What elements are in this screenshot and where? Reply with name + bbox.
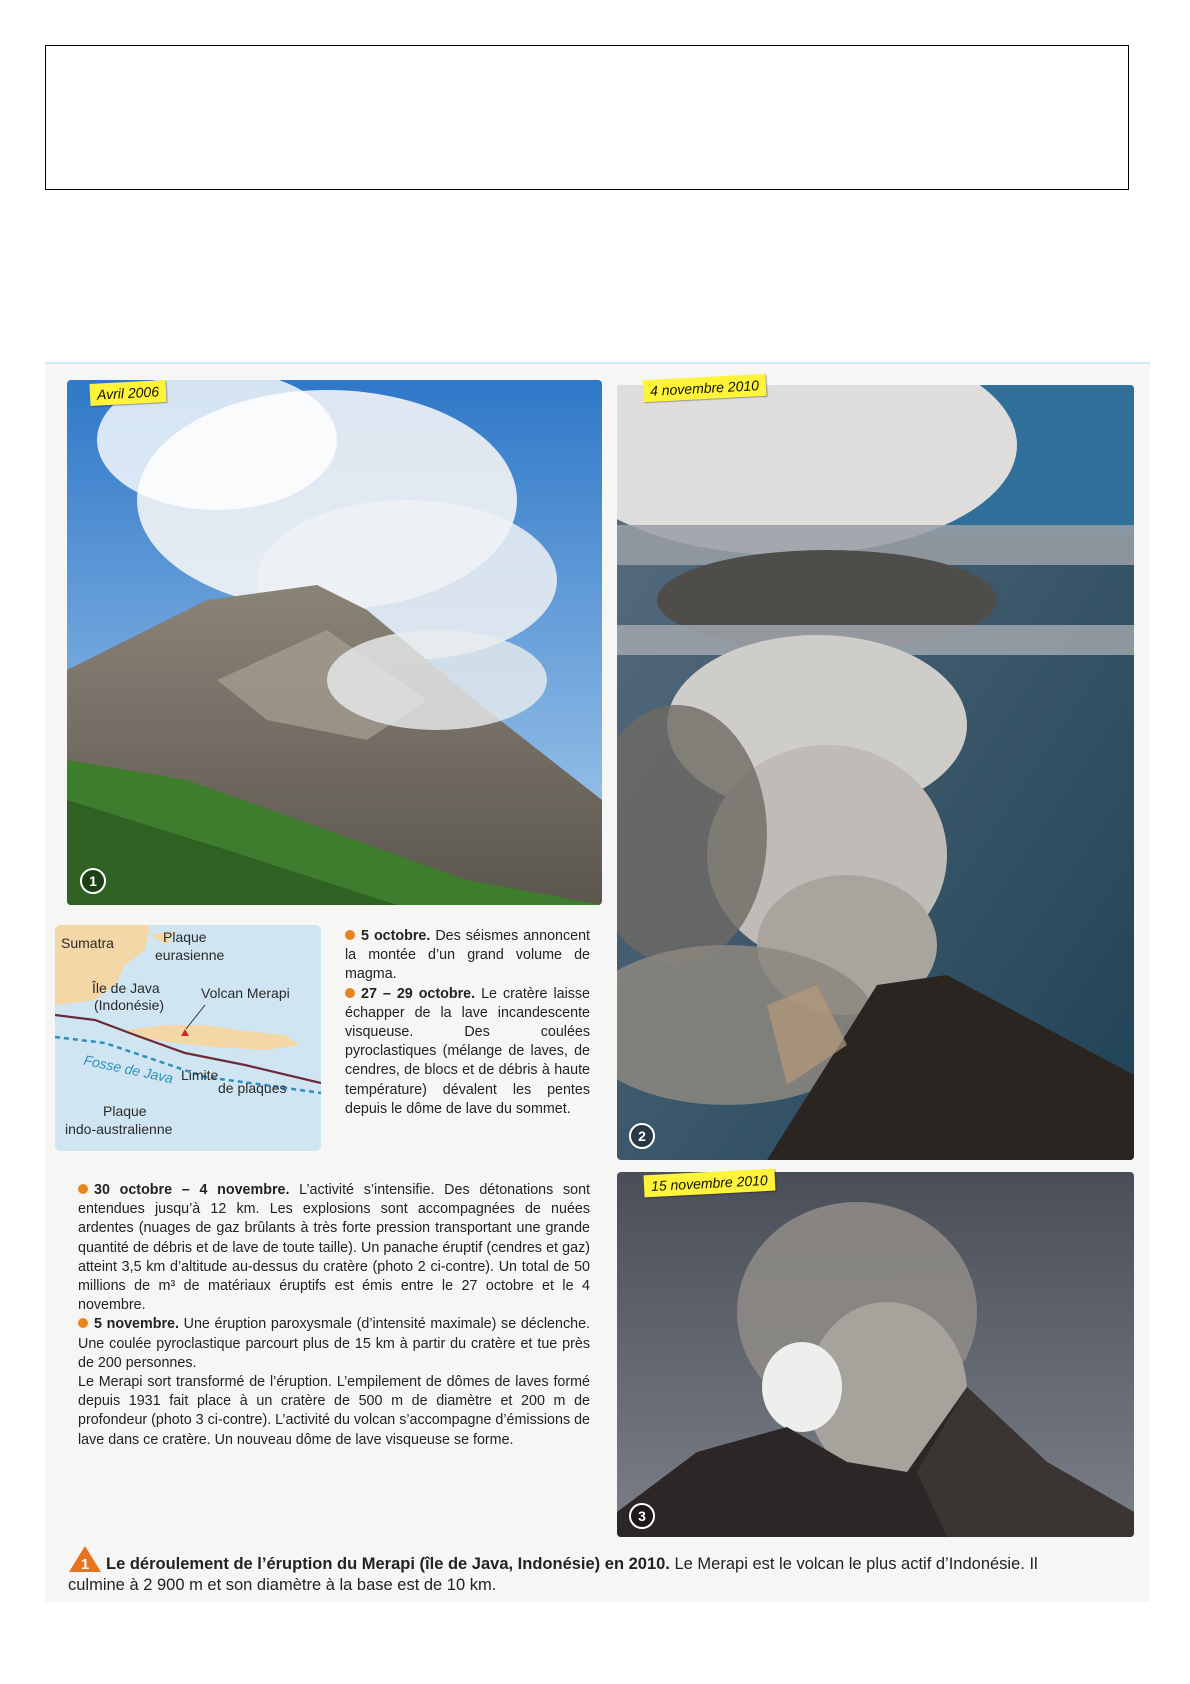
map-label-plaque-eurasienne-2: eurasienne: [155, 947, 225, 963]
photo-merapi-2006: [67, 380, 602, 905]
timeline-text-right-of-map: [345, 927, 590, 1119]
event-oct-30-nov-4: [78, 1181, 590, 1315]
map-label-sumatra: Sumatra: [61, 935, 114, 951]
volcano-image: [67, 380, 602, 905]
map-label-plaque-indo-1: Plaque: [103, 1103, 147, 1119]
figure-caption: [68, 1545, 1098, 1596]
map-label-plaque-eurasienne-1: Plaque: [163, 929, 207, 945]
map-label-volcan-merapi: Volcan Merapi: [201, 985, 290, 1001]
map-label-java-1: Île de Java: [92, 980, 160, 996]
caption-title: Le déroulement de l’éruption du Merapi (île de Java, Indonésie) en 2010.: [106, 1555, 670, 1573]
timeline-text-main: [78, 1181, 590, 1450]
map-label-java-2: (Indonésie): [94, 997, 165, 1013]
event-date: 27 – 29 octobre.: [361, 985, 476, 1002]
photo-number-1: 1: [80, 868, 106, 894]
date-label-photo-2: 4 novembre 2010: [643, 374, 767, 402]
answer-box: [45, 45, 1129, 190]
document-number-triangle-icon: [68, 1545, 102, 1573]
bullet-dot-icon: [78, 1318, 88, 1328]
map-label-plaque-indo-2: indo-australienne: [65, 1121, 173, 1137]
date-label-photo-1: Avril 2006: [89, 380, 166, 406]
crater-image: [617, 1172, 1134, 1537]
event-body: Une éruption paroxysmale (d’intensité maximale) se déclenche. Une coulée pyroclastique parcourt plus de 15 km à partir du cratère et tue près de 200 personnes.: [78, 1316, 590, 1371]
event-date: 5 novembre.: [94, 1316, 179, 1333]
event-oct-5: [345, 927, 590, 985]
bullet-dot-icon: [78, 1184, 88, 1194]
map-label-limite-1: Limite: [181, 1067, 219, 1083]
caption-number: 1: [80, 1556, 90, 1573]
event-body: Le cratère laisse échapper de la lave incandescente visqueuse. Des coulées pyroclastiques (mélange de laves, de cendres, de blocs et de débris à haute température) dévalent les pentes depuis le dôme de lave du sommet.: [345, 985, 590, 1117]
event-body: L’activité s’intensifie. Des détonations sont entendues jusqu’à 12 km. Les explosions sont accompagnées de nuées ardentes (nuages de gaz brûlants à très forte pression transportant une grande quantité de débris et de lave de toute taille). Un panache éruptif (cendres et gaz) atteint 3,5 km d’altitude au-dessus du cratère (photo 2 ci-contre). Un total de 50 millions de m³ de matériaux éruptifs est émis entre le 27 octobre et le 4 novembre.: [78, 1182, 590, 1314]
location-map: [55, 925, 321, 1151]
bullet-dot-icon: [345, 930, 355, 940]
conclusion-paragraph: Le Merapi sort transformé de l’éruption. L’empilement de dômes de laves formé depuis 1931 fait place à un cratère de 500 m de diamètre et 200 m de profondeur (photo 3 ci-contre). L’activité du volcan s’accompagne d’émissions de lave dans ce cratère. Un nouveau dôme de lave visqueuse se forme.: [78, 1374, 590, 1448]
photo-number-3: 3: [629, 1503, 655, 1529]
date-label-photo-3: 15 novembre 2010: [644, 1169, 776, 1198]
eruption-plume-image: [617, 385, 1134, 1160]
event-body: Des séismes annoncent la montée d’un grand volume de magma.: [345, 928, 590, 983]
map-label-limite-2: de plaques: [218, 1080, 287, 1096]
photo-merapi-eruption-nov4: [617, 385, 1134, 1160]
bullet-dot-icon: [345, 988, 355, 998]
event-oct-27-29: [345, 985, 590, 1119]
photo-merapi-crater-nov15: [617, 1172, 1134, 1537]
map-label-fosse-de-java: Fosse de Java: [82, 1051, 175, 1087]
photo-number-2: 2: [629, 1123, 655, 1149]
event-nov-5: [78, 1315, 590, 1373]
event-date: 5 octobre.: [361, 928, 431, 944]
event-date: 30 octobre – 4 novembre.: [94, 1182, 290, 1198]
caption-body: Le Merapi est le volcan le plus actif d’Indonésie. Il culmine à 2 900 m et son diamètre à la base est de 10 km.: [68, 1555, 1038, 1594]
